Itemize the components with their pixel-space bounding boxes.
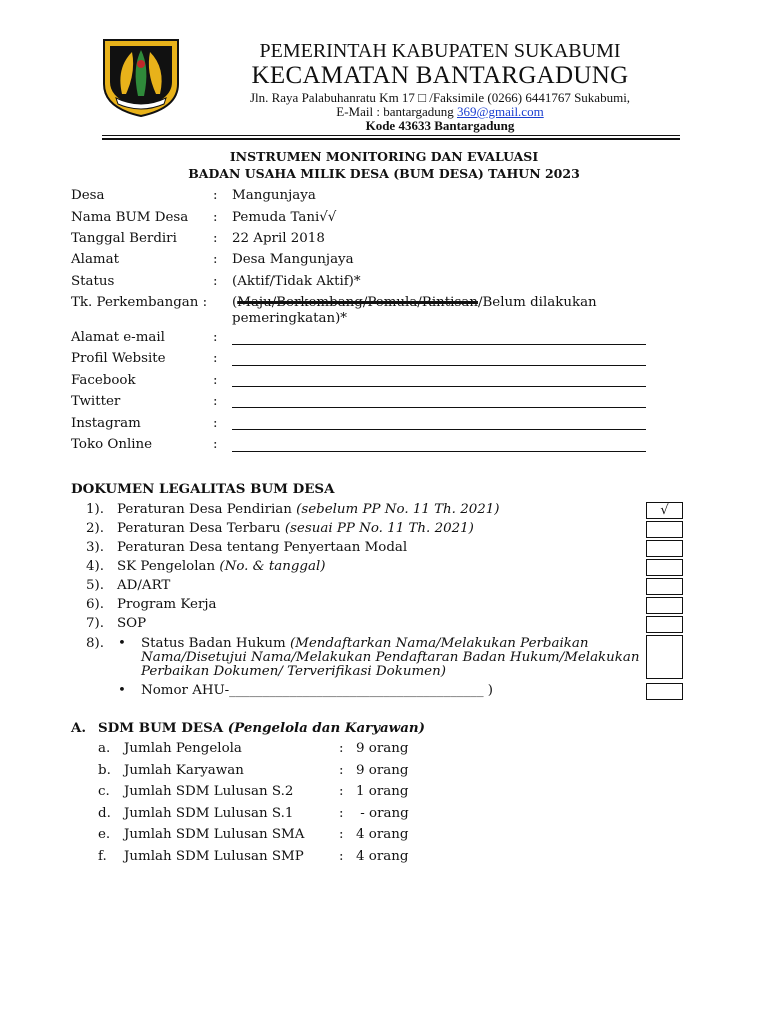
legal-num: 1). xyxy=(86,502,105,517)
bullet: • xyxy=(118,683,126,698)
tk-value-line2: pemeringkatan)* xyxy=(232,311,348,326)
colon: : xyxy=(213,274,218,289)
nomor-ahu: Nomor AHU-______________________________________ ) xyxy=(141,683,494,698)
sdm-letter: c. xyxy=(98,784,110,799)
colon: : xyxy=(213,210,218,225)
sdm-letter: b. xyxy=(98,763,111,778)
colon: : xyxy=(339,849,344,864)
legal-num: 8). xyxy=(86,636,105,651)
sdm-letter: e. xyxy=(98,827,111,842)
status-text: Status Badan Hukum xyxy=(141,636,290,651)
legal-num: 5). xyxy=(86,578,105,593)
legal-checkbox-1[interactable]: √ xyxy=(646,502,683,519)
alamat-value: Desa Mangunjaya xyxy=(232,252,354,267)
document-title: INSTRUMEN MONITORING DAN EVALUASI xyxy=(229,149,539,164)
legal-num: 4). xyxy=(86,559,105,574)
legal-checkbox-6[interactable] xyxy=(646,597,683,614)
colon: : xyxy=(213,188,218,203)
website-label: Profil Website xyxy=(71,351,166,366)
document-subtitle: BADAN USAHA MILIK DESA (BUM DESA) TAHUN 2023 xyxy=(188,166,580,181)
header-divider-thick xyxy=(102,138,680,140)
colon: : xyxy=(213,231,218,246)
sdm-letter: d. xyxy=(98,806,111,821)
sdm-value: 4 orang xyxy=(356,827,409,842)
sdm-value: 9 orang xyxy=(356,763,409,778)
sdm-label: Jumlah SDM Lulusan S.2 xyxy=(124,784,294,799)
header-divider-thin xyxy=(102,135,680,136)
legal-item-7 xyxy=(117,616,146,631)
legal-text: SOP xyxy=(117,616,147,631)
legal-checkbox-2[interactable] xyxy=(646,521,683,538)
tk-label: Tk. Perkembangan : xyxy=(71,295,208,310)
legal-item-5 xyxy=(117,578,170,593)
nama-label: Nama BUM Desa xyxy=(71,210,189,225)
district-name: KECAMATAN BANTARGADUNG xyxy=(251,62,629,89)
legal-checkbox-8a[interactable] xyxy=(646,635,683,679)
colon: : xyxy=(339,806,344,821)
sdm-label: Jumlah Karyawan xyxy=(124,763,244,778)
legal-checkbox-5[interactable] xyxy=(646,578,683,595)
tk-struck-options: Maju/Berkembang/Pemula/Rintisan xyxy=(237,295,478,310)
status-label: Status xyxy=(71,274,115,289)
sdm-heading-note: (Pengelola dan Karyawan) xyxy=(227,720,425,736)
website-blank-line[interactable] xyxy=(232,365,646,366)
colon: : xyxy=(213,416,218,431)
sdm-value: 4 orang xyxy=(356,849,409,864)
nama-value: Pemuda Tani√√ xyxy=(232,210,337,225)
legal-checkbox-7[interactable] xyxy=(646,616,683,633)
colon: : xyxy=(213,437,218,452)
bullet: • xyxy=(118,636,126,651)
legal-checkbox-3[interactable] xyxy=(646,540,683,557)
sdm-value: 9 orang xyxy=(356,741,409,756)
sdm-heading-letter: A. xyxy=(71,720,87,736)
legal-item-2 xyxy=(117,521,474,536)
sdm-label: Jumlah Pengelola xyxy=(124,741,242,756)
colon: : xyxy=(213,394,218,409)
legal-num: 6). xyxy=(86,597,105,612)
sdm-value: 1 orang xyxy=(356,784,409,799)
legal-item-1 xyxy=(117,502,500,517)
legal-note: (sesuai PP No. 11 Th. 2021) xyxy=(284,521,474,536)
legal-item-4 xyxy=(117,559,325,574)
tanggal-label: Tanggal Berdiri xyxy=(71,231,177,246)
colon: : xyxy=(213,330,218,345)
desa-label: Desa xyxy=(71,188,105,203)
email-prefix: E-Mail : bantargadung xyxy=(336,104,457,119)
instagram-label: Instagram xyxy=(71,416,141,431)
sdm-heading xyxy=(98,720,425,736)
legal-item-3 xyxy=(117,540,407,555)
sdm-letter: f. xyxy=(98,849,107,864)
postal-code: Kode 43633 Bantargadung xyxy=(365,118,515,133)
twitter-label: Twitter xyxy=(71,394,121,409)
sdm-letter: a. xyxy=(98,741,111,756)
legal-checkbox-8b[interactable] xyxy=(646,683,683,700)
facebook-blank-line[interactable] xyxy=(232,386,646,387)
legal-num: 3). xyxy=(86,540,105,555)
legal-note: (No. & tanggal) xyxy=(219,559,326,574)
tk-value xyxy=(232,295,597,310)
legal-text: Peraturan Desa Pendirian xyxy=(117,502,297,517)
tk-rest: /Belum dilakukan xyxy=(477,295,597,310)
legal-num: 7). xyxy=(86,616,105,631)
status-note: (Mendaftarkan Nama/Melakukan Perbaikan Nama/Disetujui Nama/Melakukan Pendaftaran Badan Hukum/Melakukan Perbaikan Dokumen/ Terverifikasi Dokumen) xyxy=(141,636,640,679)
district-logo xyxy=(102,38,180,118)
sdm-label: Jumlah SDM Lulusan SMA xyxy=(124,827,305,842)
legal-checkbox-4[interactable] xyxy=(646,559,683,576)
legal-text: AD/ART xyxy=(117,578,171,593)
toko-blank-line[interactable] xyxy=(232,451,646,452)
tanggal-value: 22 April 2018 xyxy=(232,231,325,246)
legal-heading: DOKUMEN LEGALITAS BUM DESA xyxy=(71,481,335,497)
colon: : xyxy=(339,784,344,799)
twitter-blank-line[interactable] xyxy=(232,407,646,408)
colon: : xyxy=(213,252,218,267)
email-blank-line[interactable] xyxy=(232,344,646,345)
legal-num: 2). xyxy=(86,521,105,536)
tk-open: ( xyxy=(232,295,238,310)
crest-icon xyxy=(102,38,180,118)
sdm-value: - orang xyxy=(356,806,409,821)
instagram-blank-line[interactable] xyxy=(232,429,646,430)
colon: : xyxy=(213,351,218,366)
colon: : xyxy=(339,827,344,842)
sdm-heading-text: SDM BUM DESA xyxy=(98,720,228,736)
toko-label: Toko Online xyxy=(71,437,153,452)
email-label: Alamat e-mail xyxy=(71,330,165,345)
address-line: Jln. Raya Palabuhanratu Km 17 □ /Faksimile (0266) 6441767 Sukabumi, xyxy=(249,90,631,105)
legal-item-6 xyxy=(117,597,217,612)
colon: : xyxy=(339,741,344,756)
colon: : xyxy=(213,373,218,388)
status-value: (Aktif/Tidak Aktif)* xyxy=(232,274,361,289)
sdm-label: Jumlah SDM Lulusan SMP xyxy=(124,849,304,864)
legal-text: Peraturan Desa Terbaru xyxy=(117,521,285,536)
colon: : xyxy=(339,763,344,778)
alamat-label: Alamat xyxy=(71,252,119,267)
legal-note: (sebelum PP No. 11 Th. 2021) xyxy=(296,502,500,517)
legal-text: Program Kerja xyxy=(117,597,217,612)
legal-text: SK Pengelolan xyxy=(117,559,220,574)
desa-value: Mangunjaya xyxy=(232,188,316,203)
sdm-label: Jumlah SDM Lulusan S.1 xyxy=(124,806,294,821)
government-name: PEMERINTAH KABUPATEN SUKABUMI xyxy=(259,40,621,62)
facebook-label: Facebook xyxy=(71,373,136,388)
legal-text: Peraturan Desa tentang Penyertaan Modal xyxy=(117,540,408,555)
status-badan-hukum xyxy=(141,637,641,679)
email-link[interactable]: 369@gmail.com xyxy=(456,104,544,119)
